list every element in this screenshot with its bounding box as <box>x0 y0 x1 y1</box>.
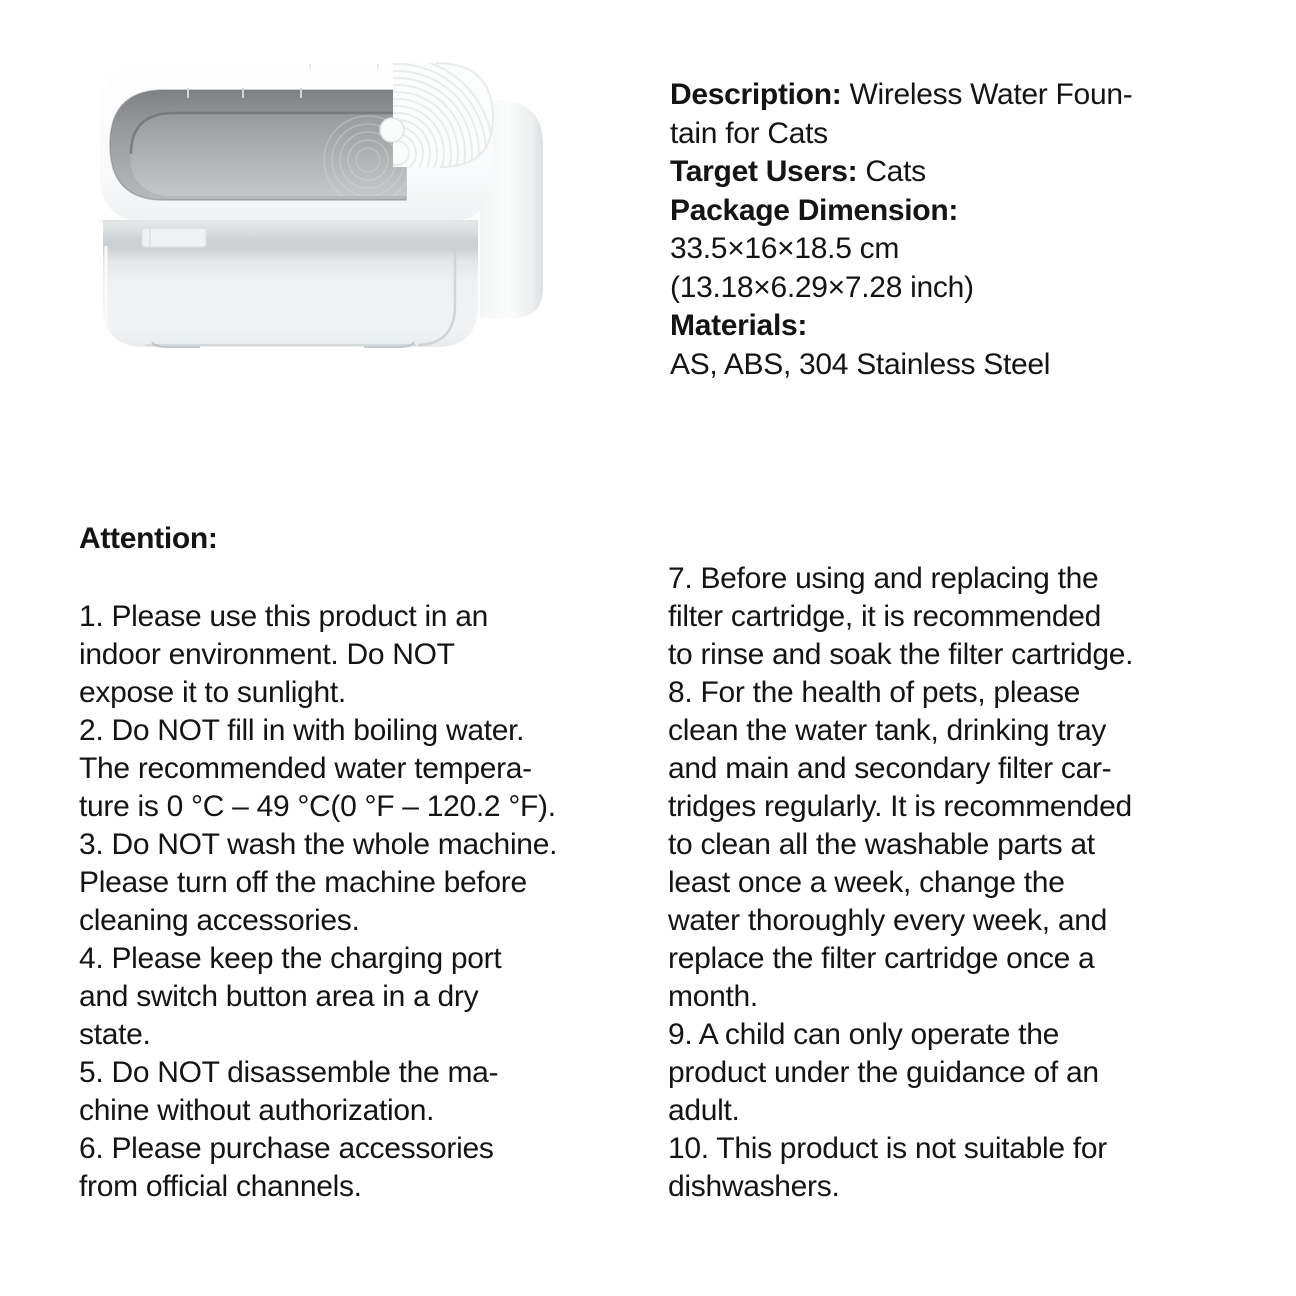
attention-line: tridges regularly. It is recommended <box>668 790 1132 823</box>
spec-text: tain for Cats <box>670 116 828 150</box>
spec-label: Package Dimension: <box>670 193 959 227</box>
attention-line: 9. A child can only operate the <box>668 1018 1059 1051</box>
attention-line: to clean all the washable parts at <box>668 828 1095 861</box>
water-fountain-illustration <box>88 50 558 370</box>
spec-line <box>670 269 1132 308</box>
spec-block <box>670 76 1132 384</box>
spec-label: Target Users: <box>670 155 858 188</box>
attention-line: 5. Do NOT disassemble the ma- <box>79 1056 499 1089</box>
attention-line: ture is 0 °C – 49 °C(0 °F – 120.2 °F). <box>79 790 556 823</box>
attention-line: filter cartridge, it is recommended <box>668 600 1101 633</box>
spec-line <box>670 76 1132 115</box>
attention-line: replace the filter cartridge once a <box>668 942 1095 975</box>
attention-line: and switch button area in a dry <box>79 980 479 1013</box>
attention-line: 7. Before using and replacing the <box>668 562 1099 595</box>
spec-line <box>670 192 1132 231</box>
product-image <box>88 50 558 370</box>
spec-line <box>670 230 1132 269</box>
attention-line: month. <box>668 980 758 1013</box>
attention-line: 4. Please keep the charging port <box>79 942 502 975</box>
spec-line <box>670 307 1132 346</box>
spec-text: Wireless Water Foun- <box>841 78 1133 111</box>
spec-line <box>670 115 1132 154</box>
attention-line: indoor environment. Do NOT <box>79 638 455 671</box>
attention-line: water thoroughly every week, and <box>668 904 1107 937</box>
attention-line: chine without authorization. <box>79 1094 435 1127</box>
attention-line: 6. Please purchase accessories <box>79 1132 494 1165</box>
attention-line: to rinse and soak the filter cartridge. <box>668 638 1134 671</box>
attention-line: state. <box>79 1018 151 1051</box>
attention-line: adult. <box>668 1094 740 1127</box>
spec-text: 33.5×16×18.5 cm <box>670 232 900 265</box>
attention-line: from official channels. <box>79 1170 362 1203</box>
attention-line: product under the guidance of an <box>668 1056 1099 1089</box>
attention-line: dishwashers. <box>668 1170 840 1203</box>
attention-column-right <box>668 560 1133 1206</box>
spec-text: (13.18×6.29×7.28 inch) <box>670 270 974 304</box>
attention-line: 3. Do NOT wash the whole machine. <box>79 828 558 861</box>
attention-line: least once a week, change the <box>668 866 1065 899</box>
spec-label: Materials: <box>670 309 808 342</box>
attention-heading: Attention: <box>79 522 218 555</box>
water-tank <box>103 220 478 347</box>
attention-line: 8. For the health of pets, please <box>668 676 1081 709</box>
attention-line: expose it to sunlight. <box>79 676 346 709</box>
attention-line: 1. Please use this product in an <box>79 600 488 633</box>
attention-line: and main and secondary filter car- <box>668 752 1112 785</box>
tray-nub <box>380 118 404 142</box>
attention-line: clean the water tank, drinking tray <box>668 714 1107 747</box>
spec-line <box>670 153 1132 192</box>
spec-line <box>670 346 1132 385</box>
tank-inlet-tab <box>142 228 206 247</box>
attention-column-left <box>79 598 557 1206</box>
spec-text: Cats <box>857 155 926 188</box>
spec-text: AS, ABS, 304 Stainless Steel <box>670 347 1051 381</box>
attention-line: cleaning accessories. <box>79 904 360 937</box>
spec-label: Description: <box>670 78 842 111</box>
attention-line: Please turn off the machine before <box>79 866 527 899</box>
attention-line: 2. Do NOT fill in with boiling water. <box>79 714 525 747</box>
attention-line: The recommended water tempera- <box>79 752 532 785</box>
attention-line: 10. This product is not suitable for <box>668 1132 1107 1165</box>
